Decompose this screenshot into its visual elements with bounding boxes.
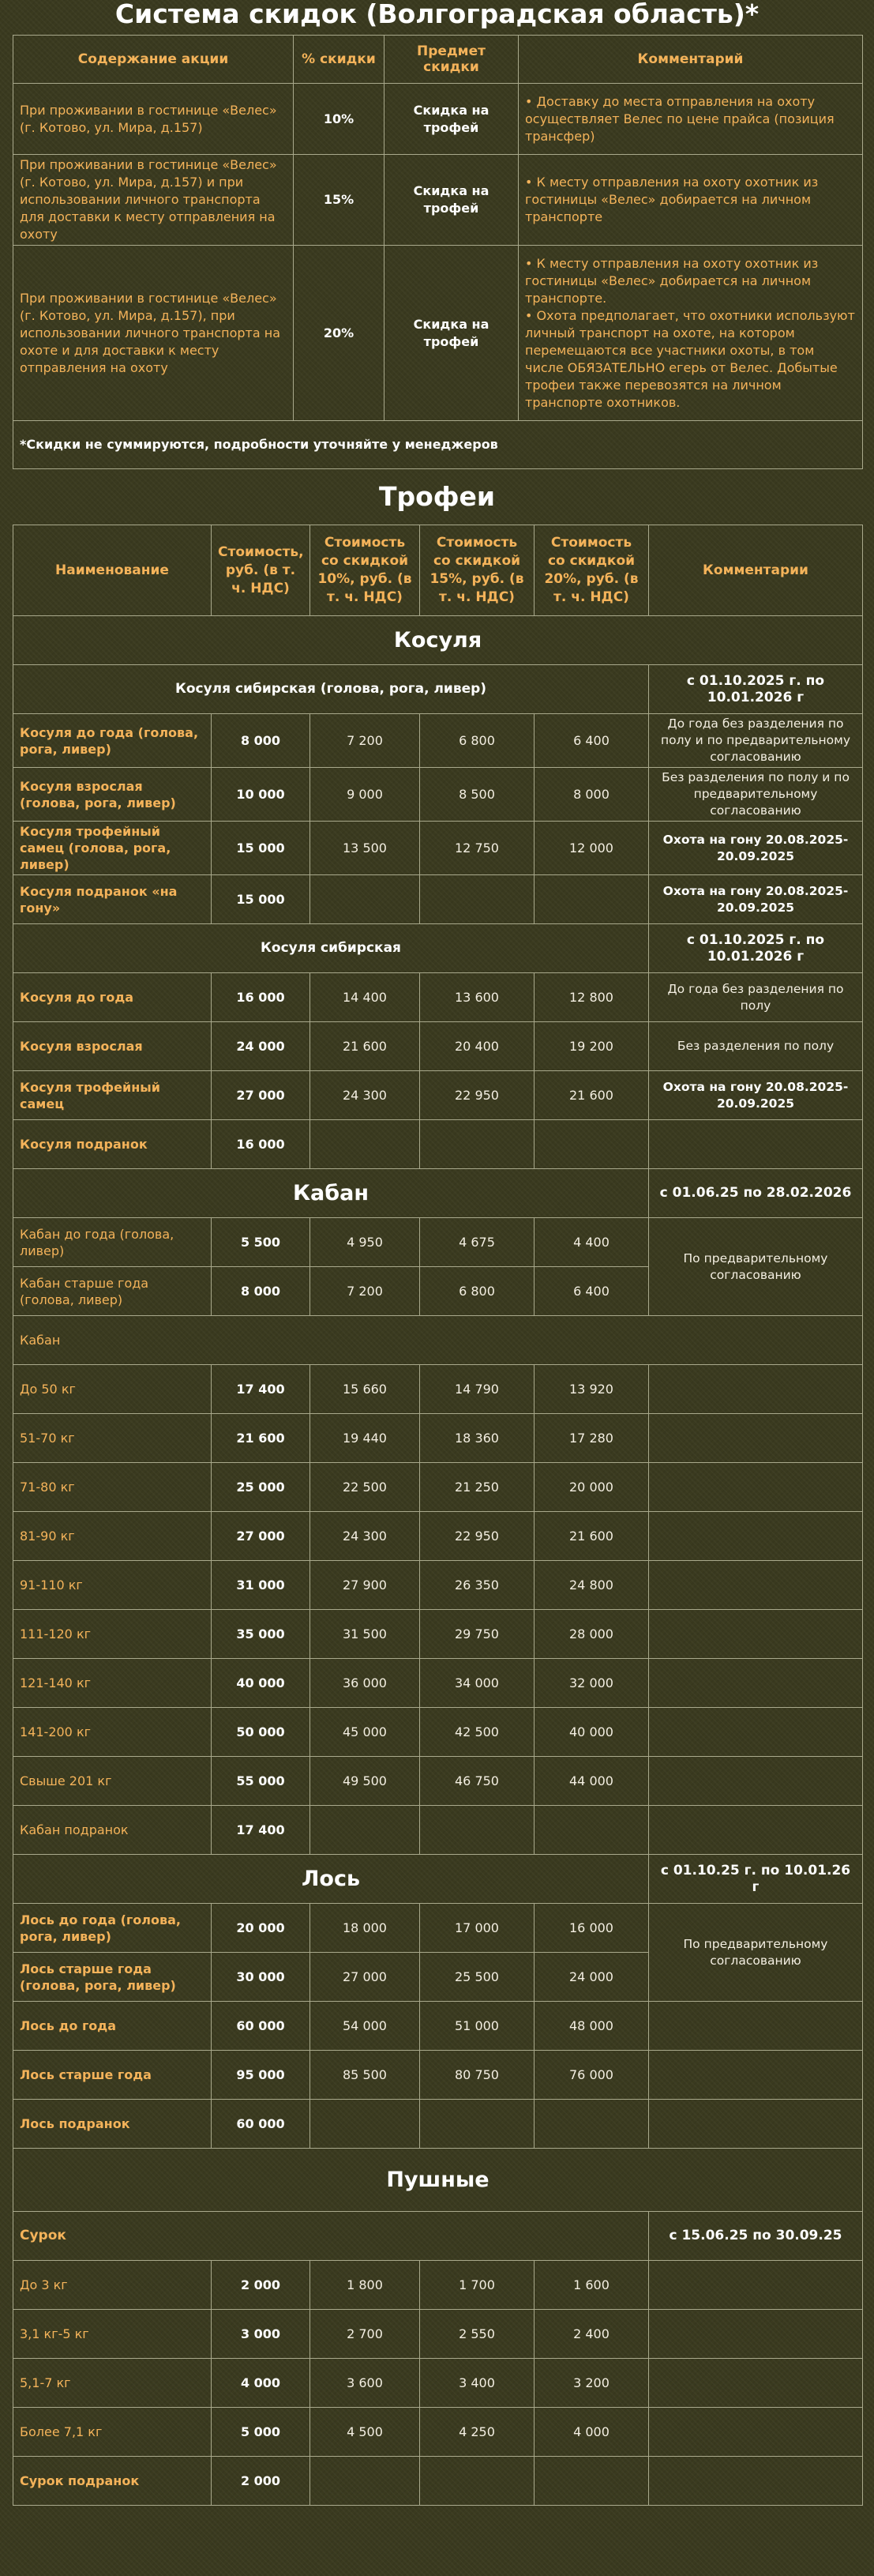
item-d20: 3 200	[535, 2359, 649, 2408]
item-d10: 24 300	[310, 1071, 420, 1120]
item-d20: 12 800	[535, 973, 649, 1022]
table-row	[13, 1071, 863, 1120]
item-d10: 1 800	[310, 2261, 420, 2310]
section-row-los	[13, 1855, 863, 1904]
item-d20: 40 000	[535, 1708, 649, 1757]
period: с 01.10.25 г. по 10.01.26 г	[649, 1855, 863, 1904]
item-name: Более 7,1 кг	[13, 2408, 212, 2457]
item-d15: 17 000	[420, 1904, 535, 1953]
item-comment	[649, 1659, 863, 1708]
item-d20: 4 000	[535, 2408, 649, 2457]
item-d20	[535, 2457, 649, 2506]
section-title: Кабан	[13, 1169, 649, 1218]
discount-header-row	[13, 36, 863, 84]
trophies-title: Трофеи	[378, 481, 496, 512]
item-d20: 24 000	[535, 1953, 649, 2002]
table-row	[13, 822, 863, 875]
item-comment: До года без разделения по полу и по предварительному согласованию	[649, 714, 863, 768]
item-d10: 36 000	[310, 1659, 420, 1708]
item-d10: 31 500	[310, 1610, 420, 1659]
item-price: 15 000	[212, 822, 310, 875]
item-d10	[310, 2100, 420, 2149]
item-d20	[535, 1120, 649, 1169]
item-price: 25 000	[212, 1463, 310, 1512]
item-price: 3 000	[212, 2310, 310, 2359]
header-subject: Предмет скидки	[384, 36, 519, 84]
item-d15: 12 750	[420, 822, 535, 875]
item-comment	[649, 2051, 863, 2100]
item-name: 5,1-7 кг	[13, 2359, 212, 2408]
item-name: 71-80 кг	[13, 1463, 212, 1512]
item-d15: 26 350	[420, 1561, 535, 1610]
header-discount-20: Стоимость со скидкой 20%, руб. (в т. ч. НДС)	[535, 525, 649, 616]
item-comment	[649, 2261, 863, 2310]
item-comment: По предварительному согласованию	[649, 1218, 863, 1316]
trophies-table	[13, 525, 863, 2506]
subgroup-row	[13, 1316, 863, 1365]
item-comment	[649, 2359, 863, 2408]
item-d20	[535, 2100, 649, 2149]
item-d20: 44 000	[535, 1757, 649, 1806]
item-price: 16 000	[212, 973, 310, 1022]
table-row	[13, 2408, 863, 2457]
item-price: 20 000	[212, 1904, 310, 1953]
discount-note-row	[13, 421, 863, 469]
item-name: Кабан подранок	[13, 1806, 212, 1855]
item-name: Косуля трофейный самец	[13, 1071, 212, 1120]
item-d15: 6 800	[420, 1267, 535, 1316]
item-d20: 1 600	[535, 2261, 649, 2310]
header-content: Содержание акции	[13, 36, 294, 84]
item-d20: 76 000	[535, 2051, 649, 2100]
item-comment	[649, 2408, 863, 2457]
item-d10: 7 200	[310, 714, 420, 768]
period: с 15.06.25 по 30.09.25	[649, 2212, 863, 2261]
item-price: 40 000	[212, 1659, 310, 1708]
item-price: 17 400	[212, 1806, 310, 1855]
item-d15: 4 250	[420, 2408, 535, 2457]
item-price: 16 000	[212, 1120, 310, 1169]
item-price: 8 000	[212, 1267, 310, 1316]
item-d10: 3 600	[310, 2359, 420, 2408]
item-price: 5 000	[212, 2408, 310, 2457]
item-d10	[310, 2457, 420, 2506]
item-d15: 42 500	[420, 1708, 535, 1757]
subgroup-title: Косуля сибирская (голова, рога, ливер)	[13, 665, 649, 714]
section-title: Пушные	[13, 2149, 863, 2212]
item-d10: 18 000	[310, 1904, 420, 1953]
discount-comment: • К месту отправления на охоту охотник из гостиницы «Велес» добирается на личном транспорте. • Охота предполагает, что охотники используют личный транспорт на охоте, на котором перемещаются все участники охоты, в том числе ОБЯЗАТЕЛЬНО егерь от Велес. Добытые трофеи также перевозятся на личном транспорте охотников.	[519, 246, 863, 421]
item-comment	[649, 1610, 863, 1659]
item-name: 51-70 кг	[13, 1414, 212, 1463]
item-name: Косуля подранок «на гону»	[13, 875, 212, 924]
discount-comment: • К месту отправления на охоту охотник из гостиницы «Велес» добирается на личном транспорте	[519, 155, 863, 246]
item-comment	[649, 1463, 863, 1512]
table-row	[13, 875, 863, 924]
discount-row	[13, 84, 863, 155]
discount-subject: Скидка на трофей	[384, 246, 519, 421]
discount-subject: Скидка на трофей	[384, 84, 519, 155]
item-name: Сурок подранок	[13, 2457, 212, 2506]
item-name: 121-140 кг	[13, 1659, 212, 1708]
item-d20: 17 280	[535, 1414, 649, 1463]
item-d20: 13 920	[535, 1365, 649, 1414]
item-d20: 4 400	[535, 1218, 649, 1267]
item-d15: 22 950	[420, 1071, 535, 1120]
section-title: Лось	[13, 1855, 649, 1904]
item-d10: 4 500	[310, 2408, 420, 2457]
discount-subject: Скидка на трофей	[384, 155, 519, 246]
item-d15	[420, 2457, 535, 2506]
discount-comment: • Доставку до места отправления на охоту осуществляет Велес по цене прайса (позиция трансфер)	[519, 84, 863, 155]
item-price: 4 000	[212, 2359, 310, 2408]
item-d15: 25 500	[420, 1953, 535, 2002]
item-price: 27 000	[212, 1071, 310, 1120]
item-comment	[649, 1561, 863, 1610]
item-d15: 8 500	[420, 768, 535, 822]
header-price: Стоимость, руб. (в т. ч. НДС)	[212, 525, 310, 616]
table-row	[13, 1365, 863, 1414]
item-d15: 3 400	[420, 2359, 535, 2408]
item-d15: 13 600	[420, 973, 535, 1022]
table-row	[13, 2310, 863, 2359]
table-row	[13, 2261, 863, 2310]
item-name: Косуля до года	[13, 973, 212, 1022]
item-price: 35 000	[212, 1610, 310, 1659]
table-row	[13, 2002, 863, 2051]
section-row-kaban	[13, 1169, 863, 1218]
item-d10: 54 000	[310, 2002, 420, 2051]
item-comment	[649, 1806, 863, 1855]
item-d15: 4 675	[420, 1218, 535, 1267]
item-price: 17 400	[212, 1365, 310, 1414]
item-name: Косуля взрослая	[13, 1022, 212, 1071]
item-d10: 27 000	[310, 1953, 420, 2002]
item-d10: 19 440	[310, 1414, 420, 1463]
table-row	[13, 1610, 863, 1659]
discount-title: Система скидок (Волгоградская область)*	[114, 0, 760, 29]
subgroup-row	[13, 2212, 863, 2261]
item-d20: 21 600	[535, 1512, 649, 1561]
item-d10	[310, 1806, 420, 1855]
item-price: 24 000	[212, 1022, 310, 1071]
item-d20: 2 400	[535, 2310, 649, 2359]
discount-content: При проживании в гостинице «Велес» (г. Котово, ул. Мира, д.157) и при использовании личного транспорта для доставки к месту отправления на охоту	[13, 155, 294, 246]
table-row	[13, 1463, 863, 1512]
table-row	[13, 1120, 863, 1169]
discount-content: При проживании в гостинице «Велес» (г. Котово, ул. Мира, д.157)	[13, 84, 294, 155]
item-d20: 19 200	[535, 1022, 649, 1071]
item-d20: 32 000	[535, 1659, 649, 1708]
item-name: До 3 кг	[13, 2261, 212, 2310]
discount-note: *Скидки не суммируются, подробности уточняйте у менеджеров	[13, 421, 863, 469]
item-d15	[420, 2100, 535, 2149]
trophies-header-row	[13, 525, 863, 616]
item-d15: 20 400	[420, 1022, 535, 1071]
item-d15: 1 700	[420, 2261, 535, 2310]
subgroup-title: Сурок	[13, 2212, 649, 2261]
item-d15: 21 250	[420, 1463, 535, 1512]
item-price: 10 000	[212, 768, 310, 822]
header-comment: Комментарий	[519, 36, 863, 84]
item-name: Косуля подранок	[13, 1120, 212, 1169]
item-d10: 22 500	[310, 1463, 420, 1512]
item-d15	[420, 1806, 535, 1855]
discount-content: При проживании в гостинице «Велес» (г. Котово, ул. Мира, д.157), при использовании личного транспорта на охоте и для доставки к месту отправления на охоту	[13, 246, 294, 421]
item-d20: 48 000	[535, 2002, 649, 2051]
item-price: 8 000	[212, 714, 310, 768]
item-d10: 21 600	[310, 1022, 420, 1071]
item-d15: 6 800	[420, 714, 535, 768]
item-d15: 2 550	[420, 2310, 535, 2359]
item-d10: 13 500	[310, 822, 420, 875]
table-row	[13, 1904, 863, 1953]
item-name: Косуля до года (голова, рога, ливер)	[13, 714, 212, 768]
table-row	[13, 1512, 863, 1561]
item-comment: Охота на гону 20.08.2025-20.09.2025	[649, 822, 863, 875]
item-d10: 2 700	[310, 2310, 420, 2359]
discount-row	[13, 246, 863, 421]
item-d15: 22 950	[420, 1512, 535, 1561]
item-name: До 50 кг	[13, 1365, 212, 1414]
item-d15: 29 750	[420, 1610, 535, 1659]
item-d10: 14 400	[310, 973, 420, 1022]
item-d20: 16 000	[535, 1904, 649, 1953]
item-price: 31 000	[212, 1561, 310, 1610]
item-price: 21 600	[212, 1414, 310, 1463]
item-price: 55 000	[212, 1757, 310, 1806]
item-d20: 8 000	[535, 768, 649, 822]
table-row	[13, 1218, 863, 1267]
item-price: 27 000	[212, 1512, 310, 1561]
table-row	[13, 973, 863, 1022]
item-name: 81-90 кг	[13, 1512, 212, 1561]
item-name: 111-120 кг	[13, 1610, 212, 1659]
item-d10: 85 500	[310, 2051, 420, 2100]
subgroup-row	[13, 924, 863, 973]
item-d20: 24 800	[535, 1561, 649, 1610]
subgroup-row	[13, 665, 863, 714]
section-row-pushnye	[13, 2149, 863, 2212]
item-comment: Охота на гону 20.08.2025-20.09.2025	[649, 875, 863, 924]
item-price: 60 000	[212, 2002, 310, 2051]
table-row	[13, 1708, 863, 1757]
item-comment	[649, 1120, 863, 1169]
item-d20: 20 000	[535, 1463, 649, 1512]
item-name: Лось до года	[13, 2002, 212, 2051]
item-d20: 21 600	[535, 1071, 649, 1120]
item-name: Кабан до года (голова, ливер)	[13, 1218, 212, 1267]
table-row	[13, 1806, 863, 1855]
item-comment	[649, 1365, 863, 1414]
item-d10: 4 950	[310, 1218, 420, 1267]
item-d15: 34 000	[420, 1659, 535, 1708]
item-d15: 18 360	[420, 1414, 535, 1463]
item-comment: Без разделения по полу	[649, 1022, 863, 1071]
discount-percent: 10%	[294, 84, 384, 155]
item-d10: 7 200	[310, 1267, 420, 1316]
item-comment	[649, 1757, 863, 1806]
discount-percent: 15%	[294, 155, 384, 246]
item-price: 60 000	[212, 2100, 310, 2149]
item-d10	[310, 875, 420, 924]
period: с 01.10.2025 г. по 10.01.2026 г	[649, 665, 863, 714]
item-d15: 80 750	[420, 2051, 535, 2100]
item-d15	[420, 1120, 535, 1169]
item-comment	[649, 1414, 863, 1463]
header-discount-15: Стоимость со скидкой 15%, руб. (в т. ч. НДС)	[420, 525, 535, 616]
item-comment	[649, 2310, 863, 2359]
item-name: Кабан старше года (голова, ливер)	[13, 1267, 212, 1316]
discount-table	[13, 35, 863, 469]
item-price: 5 500	[212, 1218, 310, 1267]
subgroup-title: Кабан	[13, 1316, 863, 1365]
item-d20	[535, 875, 649, 924]
item-comment	[649, 2457, 863, 2506]
header-percent: % скидки	[294, 36, 384, 84]
item-d20: 6 400	[535, 714, 649, 768]
item-d10: 9 000	[310, 768, 420, 822]
subgroup-title: Косуля сибирская	[13, 924, 649, 973]
item-name: Косуля трофейный самец (голова, рога, ливер)	[13, 822, 212, 875]
item-name: Лось до года (голова, рога, ливер)	[13, 1904, 212, 1953]
header-name: Наименование	[13, 525, 212, 616]
table-row	[13, 768, 863, 822]
item-comment: Без разделения по полу и по предварительному согласованию	[649, 768, 863, 822]
section-title: Косуля	[13, 616, 863, 665]
table-row	[13, 1757, 863, 1806]
item-comment	[649, 1708, 863, 1757]
item-name: Лось старше года (голова, рога, ливер)	[13, 1953, 212, 2002]
item-name: Свыше 201 кг	[13, 1757, 212, 1806]
item-price: 2 000	[212, 2457, 310, 2506]
header-discount-10: Стоимость со скидкой 10%, руб. (в т. ч. НДС)	[310, 525, 420, 616]
item-d20	[535, 1806, 649, 1855]
item-name: 141-200 кг	[13, 1708, 212, 1757]
table-row	[13, 2100, 863, 2149]
discount-percent: 20%	[294, 246, 384, 421]
item-name: 3,1 кг-5 кг	[13, 2310, 212, 2359]
table-row	[13, 2359, 863, 2408]
item-comment: До года без разделения по полу	[649, 973, 863, 1022]
item-price: 15 000	[212, 875, 310, 924]
table-row	[13, 1659, 863, 1708]
table-row	[13, 2051, 863, 2100]
table-row	[13, 2457, 863, 2506]
item-d15: 14 790	[420, 1365, 535, 1414]
item-d10: 45 000	[310, 1708, 420, 1757]
item-name: 91-110 кг	[13, 1561, 212, 1610]
item-d20: 6 400	[535, 1267, 649, 1316]
item-d15	[420, 875, 535, 924]
item-d10: 27 900	[310, 1561, 420, 1610]
item-comment	[649, 2100, 863, 2149]
item-d15: 51 000	[420, 2002, 535, 2051]
item-comment	[649, 1512, 863, 1561]
table-row	[13, 1022, 863, 1071]
item-comment: Охота на гону 20.08.2025-20.09.2025	[649, 1071, 863, 1120]
item-d10: 49 500	[310, 1757, 420, 1806]
discount-row	[13, 155, 863, 246]
item-comment: По предварительному согласованию	[649, 1904, 863, 2002]
item-comment	[649, 2002, 863, 2051]
period: с 01.06.25 по 28.02.2026	[649, 1169, 863, 1218]
header-comments: Комментарии	[649, 525, 863, 616]
item-d20: 12 000	[535, 822, 649, 875]
item-d10: 24 300	[310, 1512, 420, 1561]
table-row	[13, 714, 863, 768]
period: с 01.10.2025 г. по 10.01.2026 г	[649, 924, 863, 973]
item-d10: 15 660	[310, 1365, 420, 1414]
item-price: 50 000	[212, 1708, 310, 1757]
item-d20: 28 000	[535, 1610, 649, 1659]
item-name: Косуля взрослая (голова, рога, ливер)	[13, 768, 212, 822]
item-price: 95 000	[212, 2051, 310, 2100]
item-name: Лось подранок	[13, 2100, 212, 2149]
item-name: Лось старше года	[13, 2051, 212, 2100]
item-d15: 46 750	[420, 1757, 535, 1806]
item-price: 30 000	[212, 1953, 310, 2002]
item-price: 2 000	[212, 2261, 310, 2310]
table-row	[13, 1414, 863, 1463]
item-d10	[310, 1120, 420, 1169]
section-row-kosulya	[13, 616, 863, 665]
table-row	[13, 1561, 863, 1610]
